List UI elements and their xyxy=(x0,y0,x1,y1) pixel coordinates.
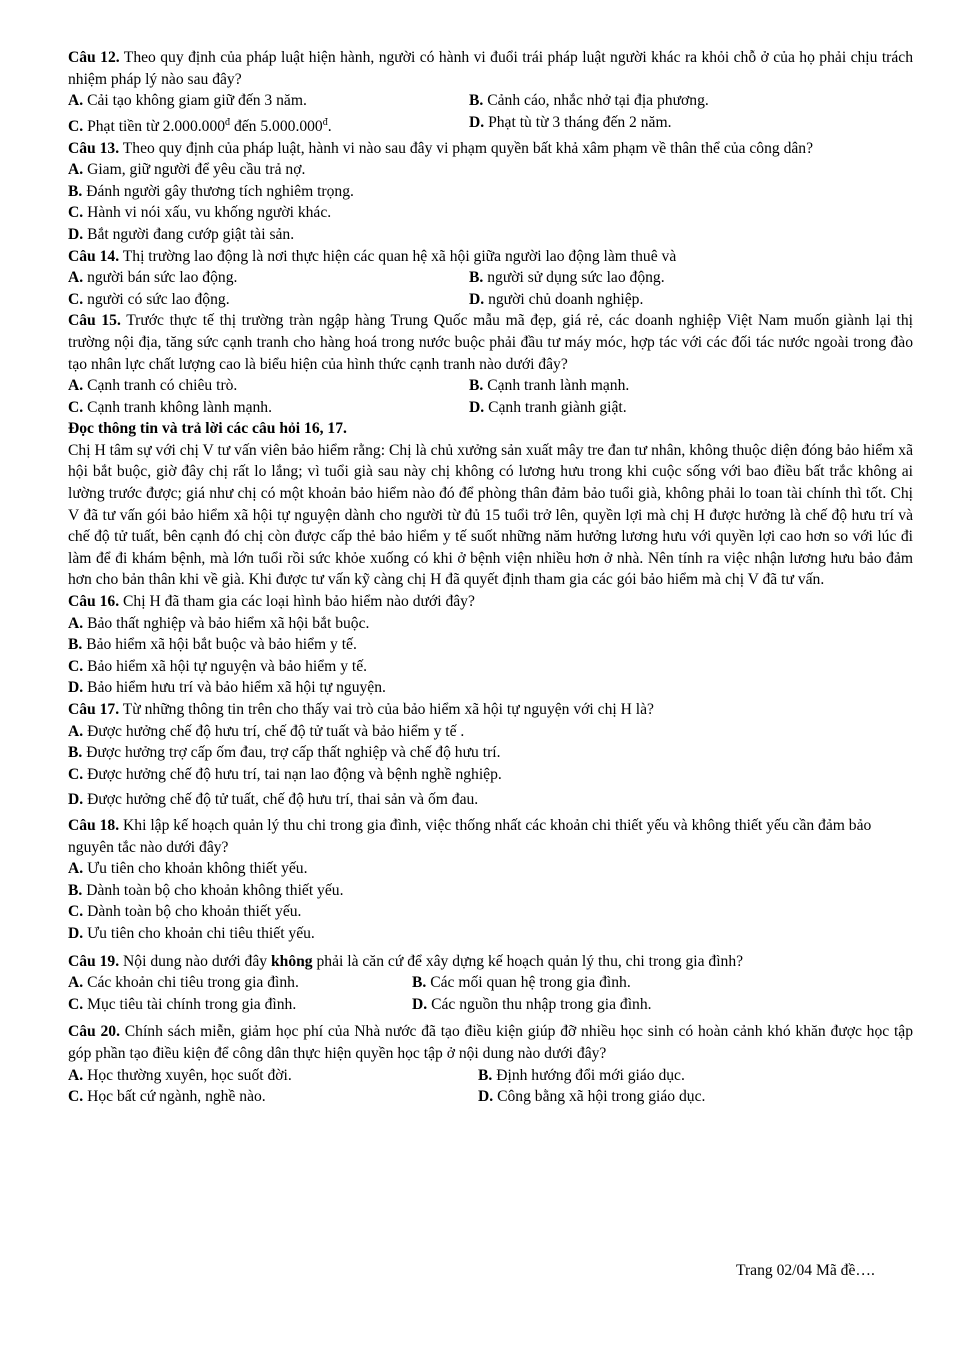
option-12-c: C. Phạt tiền từ $2.000.000^đ$ đến $5.000.000^đ$. xyxy=(68,116,332,135)
option-20-d: D. Công bằng xã hội trong giáo dục. xyxy=(478,1088,706,1106)
question-12 xyxy=(68,47,913,138)
question-16-stem: Câu 16. Chị H đã tham gia các loại hình bảo hiểm nào dưới đây? xyxy=(68,593,475,611)
option-12-d: D. Phạt tù từ 3 tháng đến 2 năm. xyxy=(469,113,672,131)
option-16-a: A. Bảo thất nghiệp và bảo hiểm xã hội bắt buộc. xyxy=(68,614,370,632)
reading-section xyxy=(68,418,913,591)
option-13-c: C. Hành vi nói xấu, vu khống người khác. xyxy=(68,204,332,222)
question-17-stem: Câu 17. Từ những thông tin trên cho thấy vai trò của bảo hiểm xã hội tự nguyện với chị H là? xyxy=(68,701,654,718)
option-17-c: C. Được hưởng chế độ hưu trí, tai nạn lao động và bệnh nghề nghiệp. xyxy=(68,765,502,783)
option-20-a: A. Học thường xuyên, học suốt đời. xyxy=(68,1066,292,1084)
option-17-b: B. Được hưởng trợ cấp ốm đau, trợ cấp thất nghiệp và chế độ hưu trí. xyxy=(68,744,501,762)
question-13-stem: Câu 13. Theo quy định của pháp luật, hành vi nào sau đây vi phạm quyền bất khả xâm phạm về thân thể của công dân? xyxy=(68,139,814,157)
option-16-b: B. Bảo hiểm xã hội bắt buộc và bảo hiểm y tế. xyxy=(68,636,357,654)
exam-page xyxy=(68,47,913,1108)
question-20 xyxy=(68,1021,913,1107)
reading-passage: Chị H tâm sự với chị V tư vấn viên bảo hiểm rằng: Chị là chủ xưởng sản xuất mây tre đan tư nhân, không thuộc diện đóng bảo hiểm xã hội bắt buộc, giờ đây chị rất lo lắng; vì tuổi già sau này chị không có lương hưu trong khi cuộc sống với bao điều bất trắc không ai lường trước được; giá như chị có một khoản bảo hiểm nào đó để phòng thân đảm bảo tuổi già, không phải lo toan tài chính thì tốt. Chị V đã tư vấn gói bảo hiểm xã hội tự nguyện dành cho người từ đủ 15 tuổi trở lên, quyền lợi mà chị H được hưởng là chế độ hưu trí và chế độ tử tuất, bên cạnh đó chị còn được cấp thẻ bảo hiểm y tế suốt những năm hưởng lương hưu với quyền lợi cao hơn so với lúc đi làm để đi khám bệnh, mà lớn tuổi rồi sức khỏe xuống có khi ở bệnh viện nhiều hơn ở nhà. Nên tính ra việc nhận lương hưu bảo đảm hơn cho bản thân khi về già. Khi được tư vấn kỹ càng chị H đã quyết định tham gia các gói bảo hiểm mà chị V đã tư vấn. xyxy=(68,441,913,589)
option-16-c: C. Bảo hiểm xã hội tự nguyện và bảo hiểm y tế. xyxy=(68,657,368,675)
option-17-d: D. Được hưởng chế độ tử tuất, chế độ hưu trí, thai sản và ốm đau. xyxy=(68,791,479,809)
option-14-d: D. người chủ doanh nghiệp. xyxy=(469,290,644,308)
question-20-stem: Câu 20. Chính sách miễn, giảm học phí của Nhà nước đã tạo điều kiện giúp đỡ nhiều học sinh có hoàn cảnh khó khăn được học tập góp phần tạo điều kiện để công dân thực hiện quyền học tập ở nội dung nào dưới đây? xyxy=(68,1023,913,1062)
page-footer: Trang 02/04 Mã đề…. xyxy=(736,1262,875,1279)
option-12-a: A. Cải tạo không giam giữ đến 3 năm. xyxy=(68,92,307,110)
option-17-a: A. Được hưởng chế độ hưu trí, chế độ tử tuất và bảo hiểm y tế . xyxy=(68,722,465,740)
question-17 xyxy=(68,699,913,811)
option-19-c: C. Mục tiêu tài chính trong gia đình. xyxy=(68,995,297,1013)
option-13-a: A. Giam, giữ người để yêu cầu trả nợ. xyxy=(68,161,306,179)
question-19-stem: Câu 19. Nội dung nào dưới đây không phải là căn cứ để xây dựng kế hoạch quản lý thu, chi trong gia đình? xyxy=(68,952,744,970)
option-13-b: B. Đánh người gây thương tích nghiêm trọng. xyxy=(68,182,354,200)
question-16 xyxy=(68,591,913,699)
question-13 xyxy=(68,138,913,246)
option-18-d: D. Ưu tiên cho khoản chi tiêu thiết yếu. xyxy=(68,924,315,942)
option-14-b: B. người sử dụng sức lao động. xyxy=(469,269,665,287)
option-19-a: A. Các khoản chi tiêu trong gia đình. xyxy=(68,974,299,992)
question-12-stem: Câu 12. Theo quy định của pháp luật hiện hành, người có hành vi đuổi trái pháp luật người khác ra khỏi chỗ ở của họ phải chịu trách nhiệm pháp lý nào sau đây? xyxy=(68,49,913,88)
option-18-c: C. Dành toàn bộ cho khoản thiết yếu. xyxy=(68,903,302,921)
question-15 xyxy=(68,310,913,418)
question-15-stem: Câu 15. Trước thực tế thị trường tràn ngập hàng Trung Quốc mẫu mã đẹp, giá rẻ, các doanh nghiệp Việt Nam muốn giành lại thị trường nội địa, tăng sức cạnh tranh cho hàng hoá trong nước buộc phải đầu tư máy móc, hợp tác với các đối tác nước ngoài trong đào tạo nhân lực chất lượng cao là biểu hiện của hình thức cạnh tranh nào dưới đây? xyxy=(68,312,913,373)
option-15-c: C. Cạnh tranh không lành mạnh. xyxy=(68,398,273,416)
question-18 xyxy=(68,815,913,945)
reading-heading: Đọc thông tin và trả lời các câu hỏi 16, 17. xyxy=(68,420,347,438)
option-18-b: B. Dành toàn bộ cho khoản không thiết yếu. xyxy=(68,881,344,899)
option-16-d: D. Bảo hiểm hưu trí và bảo hiểm xã hội tự nguyện. xyxy=(68,679,386,697)
question-19 xyxy=(68,951,913,1016)
option-20-b: B. Định hướng đổi mới giáo dục. xyxy=(478,1066,685,1084)
option-15-a: A. Cạnh tranh có chiêu trò. xyxy=(68,377,238,395)
option-19-d: D. Các nguồn thu nhập trong gia đình. xyxy=(412,995,652,1013)
option-13-d: D. Bắt người đang cướp giật tài sản. xyxy=(68,225,295,243)
option-15-d: D. Cạnh tranh giành giật. xyxy=(469,398,627,416)
question-14-stem: Câu 14. Thị trường lao động là nơi thực hiện các quan hệ xã hội giữa người lao động làm thuê và xyxy=(68,247,677,265)
option-14-c: C. người có sức lao động. xyxy=(68,290,230,308)
option-12-b: B. Cảnh cáo, nhắc nhở tại địa phương. xyxy=(469,92,709,110)
option-18-a: A. Ưu tiên cho khoản không thiết yếu. xyxy=(68,860,308,878)
option-19-b: B. Các mối quan hệ trong gia đình. xyxy=(412,974,631,992)
option-15-b: B. Cạnh tranh lành mạnh. xyxy=(469,377,630,395)
option-20-c: C. Học bất cứ ngành, nghề nào. xyxy=(68,1088,266,1106)
option-14-a: A. người bán sức lao động. xyxy=(68,269,238,287)
question-14 xyxy=(68,246,913,311)
question-18-stem: Câu 18. Khi lập kế hoạch quản lý thu chi trong gia đình, việc thống nhất các khoản chi thiết yếu và không thiết yếu cần đảm bảo nguyên tắc nào dưới đây? xyxy=(68,816,872,856)
